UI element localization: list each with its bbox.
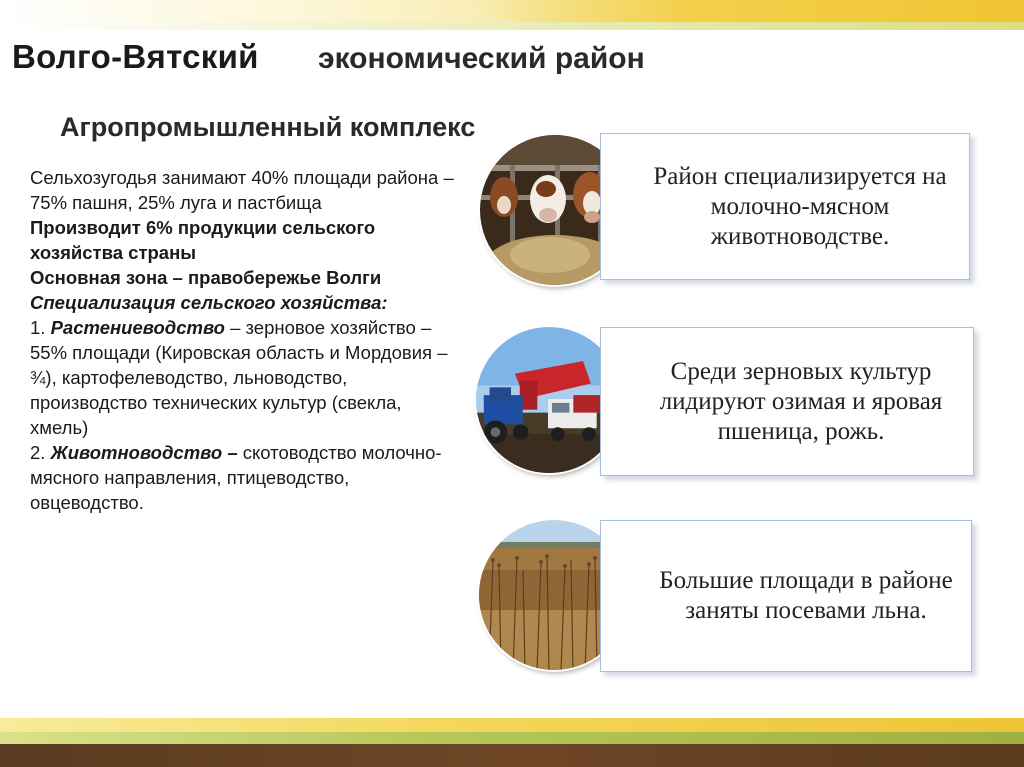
crop-growing-heading: Растениеводство — [50, 317, 225, 338]
card-flax — [600, 520, 972, 672]
main-zone-text: Основная зона – правобережье Волги — [30, 267, 382, 288]
card-dairy-meat-text: Район специализируется на молочно-мясном животноводстве. — [653, 162, 947, 250]
bottom-decoration — [0, 718, 1024, 767]
livestock-heading: Животноводство – — [50, 442, 238, 463]
main-text — [30, 165, 460, 515]
card-flax-text: Большие площади в районе заняты посевами льна. — [659, 567, 953, 624]
slide-title: Волго-Вятский — [12, 38, 259, 75]
farmland-text: Сельхозугодья занимают 40% площади района – 75% пашня, 25% луга и пастбища — [30, 167, 454, 213]
slide-title-rest: экономический район — [318, 42, 645, 75]
item-crop-growing: 1. Растениеводство – зерновое хозяйство – 55% площади (Кировская область и Мордовия – ¾), картофелеводство, льноводство, производство технических культур (свекла, хмель) — [30, 317, 448, 438]
item-livestock: 2. Животноводство – скотоводство молочно-мясного направления, птицеводство, овцеводство. — [30, 442, 442, 513]
top-decoration — [0, 0, 1024, 30]
card-dairy-meat — [600, 133, 970, 280]
specialization-heading: Специализация сельского хозяйства: — [30, 292, 388, 313]
card-grain-crops — [600, 327, 974, 476]
production-share-text: Производит 6% продукции сельского хозяйства страны — [30, 217, 376, 263]
card-grain-crops-text: Среди зерновых культур лидируют озимая и яровая пшеница, рожь. — [659, 357, 943, 445]
slide-subtitle: Агропромышленный комплекс — [60, 112, 476, 142]
